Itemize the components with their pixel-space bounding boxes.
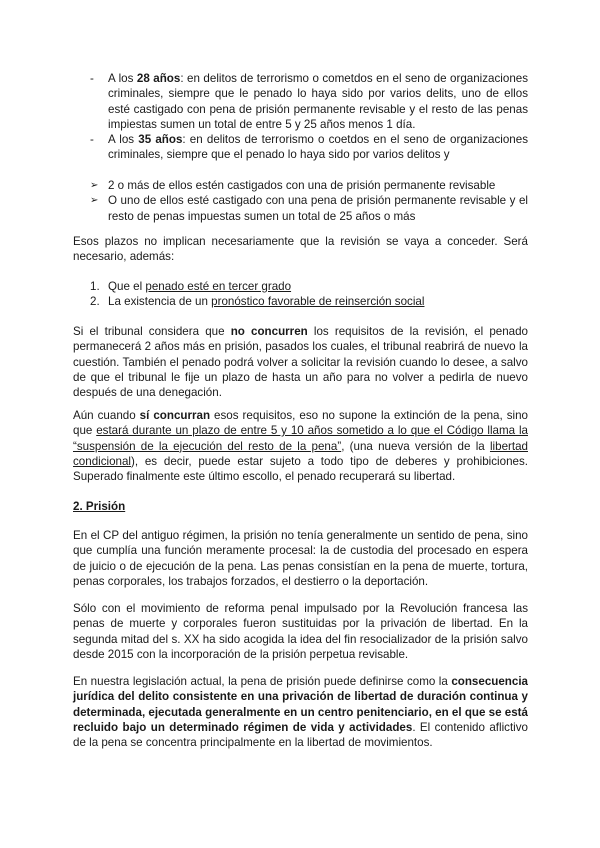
list-item-35-years xyxy=(90,132,528,163)
paragraph-legislacion xyxy=(73,674,528,750)
text-bold: no concurren xyxy=(230,325,308,338)
list-item xyxy=(90,279,528,294)
text-underlined: libertad condicional xyxy=(73,439,528,468)
list-item-underlined: penado esté en tercer grado xyxy=(145,280,292,293)
text: los requisitos de la revisión, el penado permanecerá 2 años más en prisión, pasados los cuales, el tribunal reabrirá de nuevo la cuestión. También el penado podrá volver a solicitar la revisión cuando lo desee, a salvo de que el tribunal le fije un plazo de hasta un año para no volver a pedirla de nuevo después de una denegación. xyxy=(73,325,529,400)
text: ), es decir, puede estar sujeto a todo tipo de deberes y prohibiciones. Superado finalmente este último escollo, el penado recuperará su libertad. xyxy=(73,454,528,484)
arrow-item xyxy=(90,178,528,193)
paragraph-no-concurren xyxy=(73,324,528,400)
condition-arrow-list xyxy=(90,178,528,224)
text: Si el tribunal considera que xyxy=(73,325,231,338)
paragraph-plazos: Esos plazos no implican necesariamente que la revisión se vaya a conceder. Será necesario, además: xyxy=(73,235,528,264)
arrow-item-text: 2 o más de ellos estén castigados con una de prisión permanente revisable xyxy=(108,179,496,192)
list-item-text: A los xyxy=(108,72,137,85)
list-item-underlined: pronóstico favorable de reinserción social xyxy=(211,295,425,309)
list-item-text: A los xyxy=(108,133,139,147)
list-item-text: : en delitos de terrorismo o coetdos en el seno de organizaciones criminales, siempre que el penado lo haya sido por varios delitos y xyxy=(108,133,528,162)
arrow-item-text: O uno de ellos esté castigado con una pena de prisión permanente revisable y el resto de penas impuestas sumen un total de 25 años o más xyxy=(108,194,528,223)
text-bold: consecuencia jurídica del delito consistente en una privación de libertad de duración continua y determinada, ejecutada generalmente en un centro penitenciario, en el que se está recluido bajo un determinado régimen de vida y actividades xyxy=(73,675,528,734)
list-number: 1. xyxy=(90,280,100,293)
list-item-text: : en delitos de terrorismo o cometdos en el seno de organizaciones criminales, siempre que le penado lo haya sido por varios delits, uno de ellos esté castigado con pena de prisión permanente revisable y el resto de las penas impiestas sumen un total de entre 5 y 25 años menos 1 día. xyxy=(108,72,529,131)
list-item-text: La existencia de un xyxy=(108,295,212,309)
text: . El contenido aflictivo de la pena se concentra principalmente en la libertad de movimientos. xyxy=(73,720,528,750)
text: , (una nueva versión de la xyxy=(341,439,490,453)
list-item-bold: 35 años xyxy=(138,133,183,147)
age-threshold-list xyxy=(90,71,528,163)
arrow-item xyxy=(90,193,528,224)
list-dash: - xyxy=(90,72,94,85)
section-heading: 2. Prisión xyxy=(73,500,126,513)
arrow-bullet-icon: ➢ xyxy=(90,180,99,191)
list-item-bold: 28 años xyxy=(136,72,181,85)
text: esos requisitos, eso no supone la extinción de la pena, sino que xyxy=(73,409,528,438)
list-number: 2. xyxy=(90,295,100,309)
text: En nuestra legislación actual, la pena de prisión puede definirse como la xyxy=(73,675,452,688)
text-underlined: estará durante un plazo de entre 5 y 10 años sometido a lo que el Código llama la “suspensión de la ejecución del resto de la pena” xyxy=(73,424,528,453)
paragraph-si-concurran xyxy=(73,408,528,484)
arrow-bullet-icon: ➢ xyxy=(90,195,99,207)
paragraph-reforma: Sólo con el movimiento de reforma penal impulsado por la Revolución francesa las penas de muerte y corporales fueron sustituidas por la privación de libertad. En la segunda mitad del s. XX ha sido acogida la idea del fin resocializador de la prisión salvo desde 2015 con la incorporación de la prisión perpetua revisable. xyxy=(73,602,528,661)
list-dash: - xyxy=(90,133,94,147)
text-bold: sí concurran xyxy=(139,409,211,422)
paragraph-cp: En el CP del antiguo régimen, la prisión no tenía generalmente un sentido de pena, sino que cumplía una función meramente procesal: la de custodia del procesado en espera de juicio o de ejecución de la pena. Las penas consistían en la pena de muerte, tortura, penas corporales, los trabajos forzados, el destierro o la deportación. xyxy=(73,529,528,588)
list-item-text: Que el xyxy=(108,280,146,293)
text: Aún cuando xyxy=(73,409,140,422)
list-item xyxy=(90,294,528,309)
list-item-28-years xyxy=(90,71,528,132)
requirements-list xyxy=(90,279,528,310)
